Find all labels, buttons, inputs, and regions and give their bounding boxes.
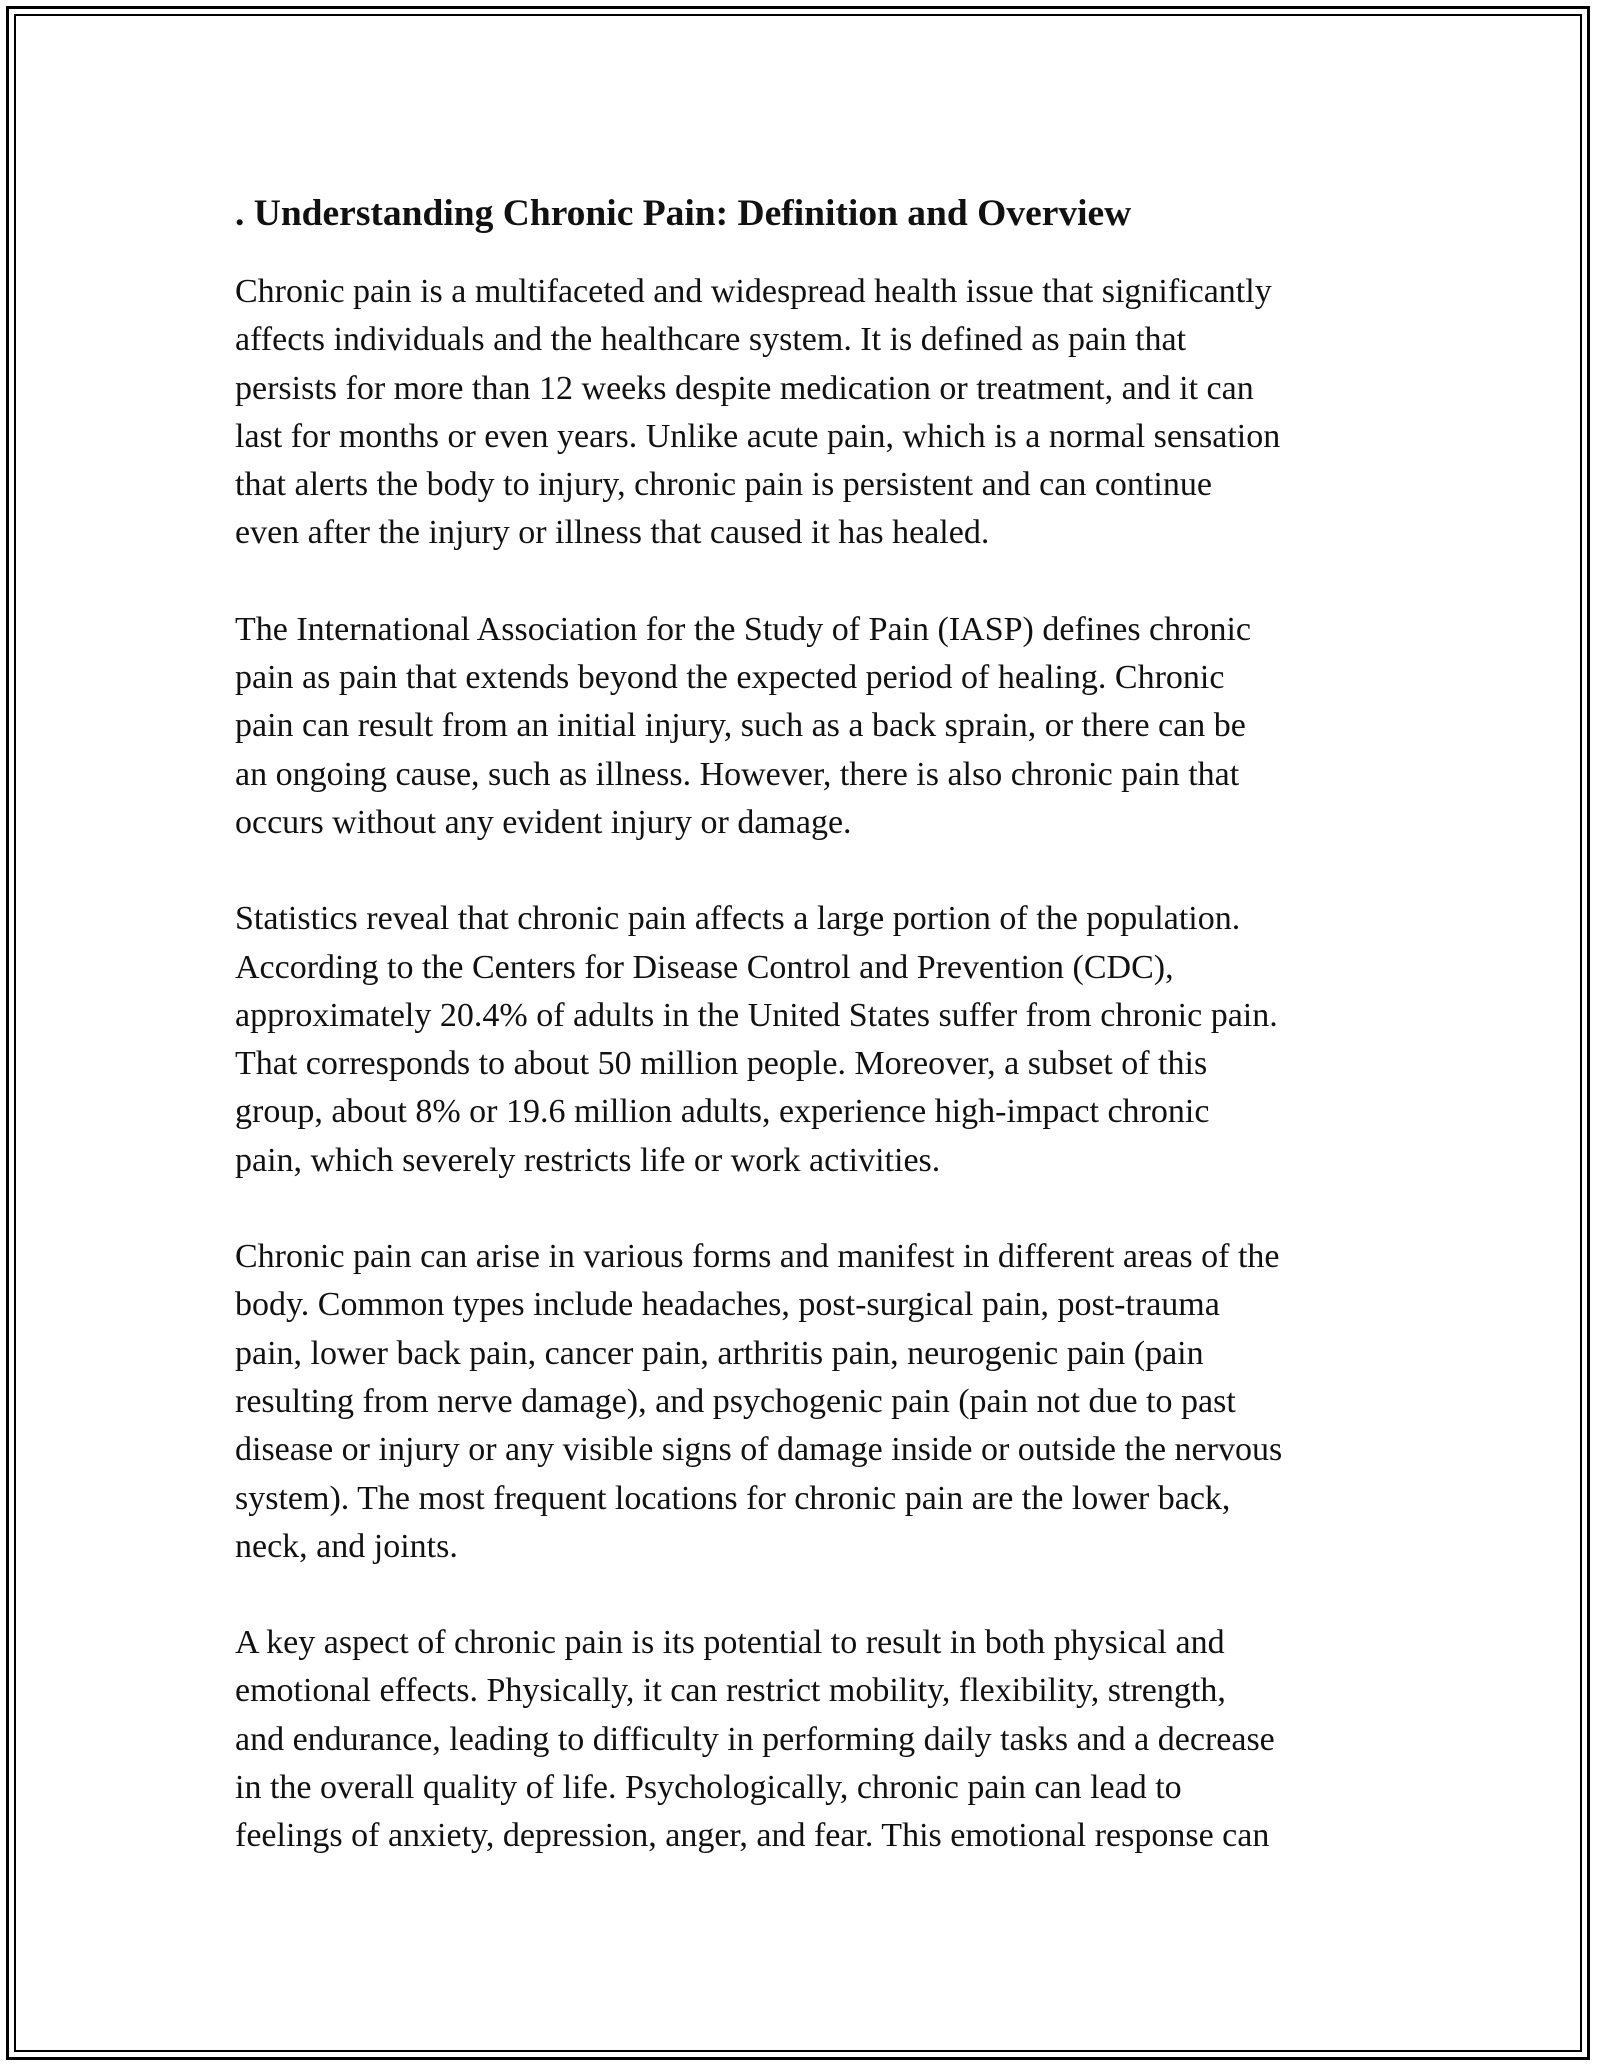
text-line: persists for more than 12 weeks despite medication or treatment, and it can [235,369,1254,407]
text-line: disease or injury or any visible signs of damage inside or outside the nervous [235,1431,1283,1469]
text-line: an ongoing cause, such as illness. However, there is also chronic pain that [235,755,1240,793]
text-line: group, about 8% or 19.6 million adults, experience high-impact chronic [235,1093,1210,1131]
text-line: affects individuals and the healthcare system. It is defined as pain that [235,321,1187,359]
text-line: pain can result from an initial injury, such as a back sprain, or there can be [235,707,1246,745]
text-line: even after the injury or illness that caused it has healed. [235,514,990,552]
text-line: pain as pain that extends beyond the expected period of healing. Chronic [235,659,1225,697]
text-line: That corresponds to about 50 million people. Moreover, a subset of this [235,1045,1208,1083]
document-body [235,186,1375,1909]
paragraph-types [235,1233,1375,1571]
text-line: neck, and joints. [235,1527,458,1565]
text-line: Chronic pain can arise in various forms and manifest in different areas of the [235,1238,1280,1276]
text-line: pain, which severely restricts life or work activities. [235,1141,941,1179]
text-line: last for months or even years. Unlike acute pain, which is a normal sensation [235,417,1281,455]
text-line: occurs without any evident injury or damage. [235,803,852,841]
text-line: that alerts the body to injury, chronic pain is persistent and can continue [235,466,1212,504]
text-line: system). The most frequent locations for chronic pain are the lower back, [235,1479,1231,1517]
text-line: feelings of anxiety, depression, anger, and fear. This emotional response can [235,1817,1270,1855]
paragraph-effects [235,1619,1375,1860]
text-line: and endurance, leading to difficulty in performing daily tasks and a decrease [235,1720,1275,1758]
paragraph-iasp [235,606,1375,847]
text-line: The International Association for the Study of Pain (IASP) defines chronic [235,610,1251,648]
paragraph-statistics [235,895,1375,1185]
text-line: in the overall quality of life. Psychologically, chronic pain can lead to [235,1769,1182,1807]
text-line: According to the Centers for Disease Control and Prevention (CDC), [235,948,1174,986]
text-line: resulting from nerve damage), and psychogenic pain (pain not due to past [235,1382,1236,1420]
text-line: pain, lower back pain, cancer pain, arthritis pain, neurogenic pain (pain [235,1334,1204,1372]
paragraph-definition [235,268,1375,558]
section-heading: . Understanding Chronic Pain: Definition and Overview [235,193,1132,234]
text-line: emotional effects. Physically, it can restrict mobility, flexibility, strength, [235,1672,1226,1710]
text-line: Chronic pain is a multifaceted and widespread health issue that significantly [235,273,1272,310]
text-line: A key aspect of chronic pain is its potential to result in both physical and [235,1624,1225,1662]
text-line: Statistics reveal that chronic pain affects a large portion of the population. [235,900,1241,938]
text-line: approximately 20.4% of adults in the United States suffer from chronic pain. [235,996,1278,1034]
text-line: body. Common types include headaches, post-surgical pain, post-trauma [235,1286,1220,1324]
